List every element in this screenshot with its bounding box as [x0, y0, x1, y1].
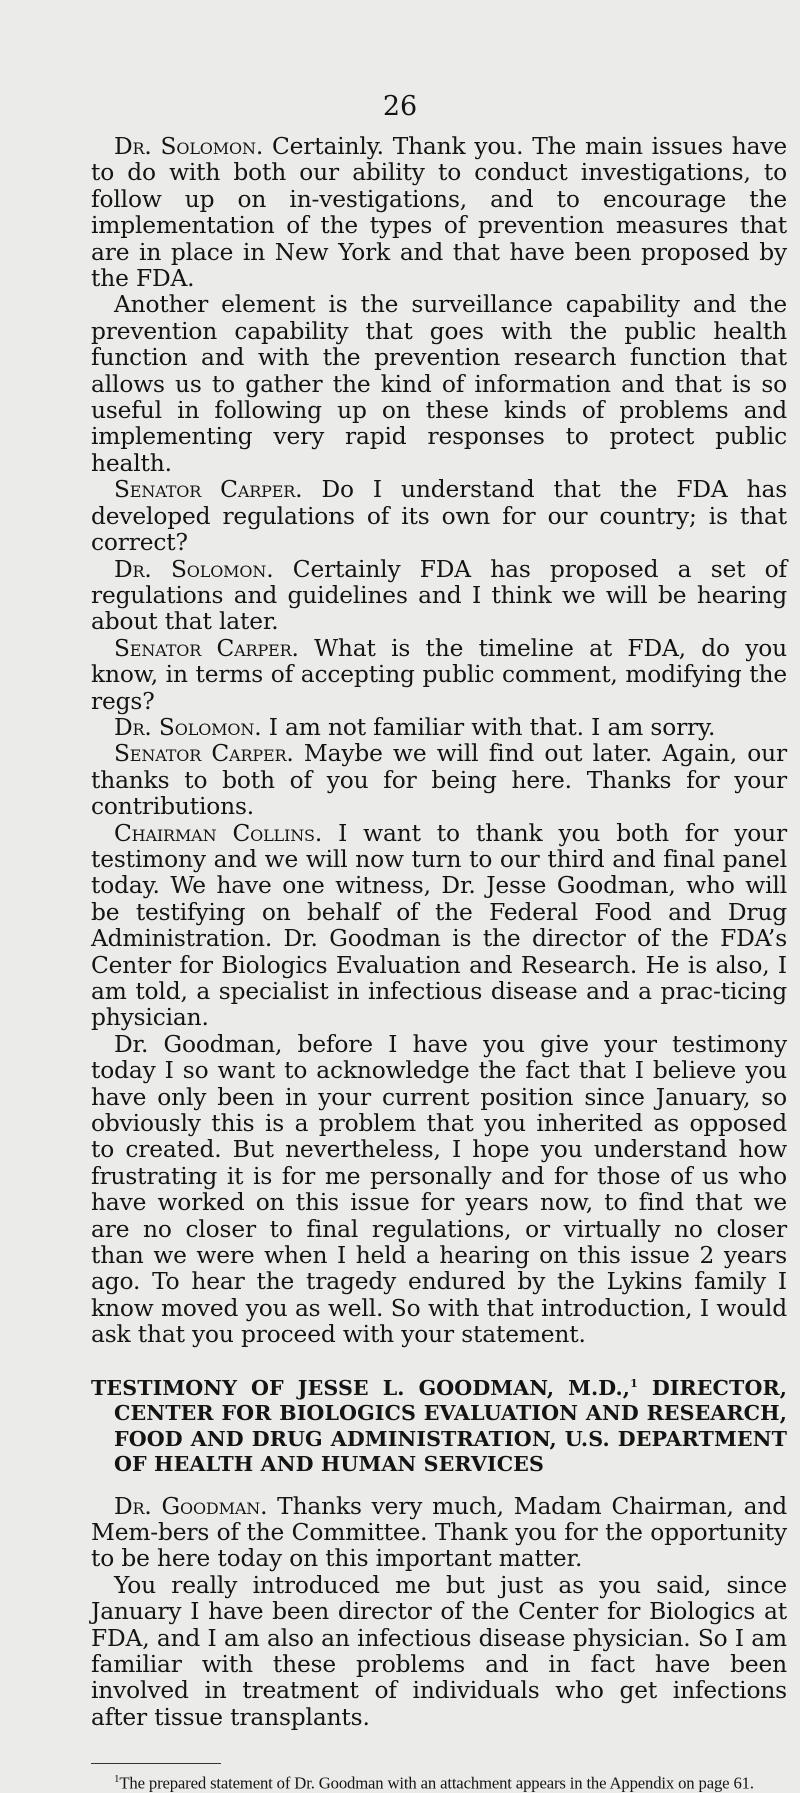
paragraph — [91, 1573, 787, 1731]
paragraph — [91, 477, 787, 556]
speaker-name: Dr. Solomon. — [114, 133, 264, 160]
speaker-name: Dr. Solomon. — [114, 713, 262, 741]
speaker-name: Dr. Goodman. — [114, 1492, 268, 1520]
paragraph — [91, 1032, 787, 1349]
document-body — [91, 134, 787, 1793]
paragraph-text: I want to thank you both for your testimony and we will now turn to our third and final panel today. We have one witness, Dr. Jesse Goodman, who will be testifying on behalf of the Federal Food and Drug Administration. Dr. Goodman is the director of the FDA’s Center for Biologics Evaluation and Research. He is also, I am told, a specialist in infectious disease and a prac-ticing physician. — [91, 819, 788, 1032]
paragraph-text: Certainly. Thank you. The main issues have to do with both our ability to conduct investigations, to follow up on in-vestigations, and to encourage the implementation of the types of prevention measures that are in place in New York and that have been proposed by the FDA. — [91, 133, 787, 293]
heading-text: TESTIMONY OF JESSE L. GOODMAN, M.D., — [91, 1375, 631, 1400]
paragraph-text: I am not familiar with that. I am sorry. — [261, 713, 716, 741]
footnote — [91, 1770, 787, 1793]
footnote-marker: 1 — [630, 1376, 638, 1390]
speaker-name: Chairman Collins. — [114, 819, 323, 847]
footnote-text: The prepared statement of Dr. Goodman with an attachment appears in the Appendix on page 61. — [119, 1773, 754, 1793]
paragraph-text: What is the timeline at FDA, do you know, in terms of accepting public comment, modifying the regs? — [91, 634, 787, 715]
paragraph — [91, 821, 787, 1032]
speaker-name: Dr. Solomon. — [114, 555, 274, 583]
paragraph — [91, 134, 787, 292]
paragraph-text: You really introduced me but just as you said, since January I have been director of the Center for Biologics at FDA, and I am also an infectious disease physician. So I am familiar with these problems and in fact have been involved in treatment of individuals who get infections after tissue transplants. — [91, 1571, 787, 1731]
footnote-number: 1 — [114, 1773, 120, 1786]
speaker-name: Senator Carper. — [114, 634, 299, 662]
paragraph — [91, 1494, 787, 1573]
paragraph — [91, 292, 787, 477]
paragraph — [91, 636, 787, 715]
speaker-name: Senator Carper. — [114, 740, 294, 768]
heading-text: DIRECTOR, CENTER FOR BIOLOGICS EVALUATION AND RESEARCH, FOOD AND DRUG ADMINISTRATION, U.S. DEPARTMENT OF HEALTH AND HUMAN SERVICES — [114, 1375, 787, 1477]
speaker-name: Senator Carper. — [114, 476, 303, 504]
footnote-divider — [91, 1763, 221, 1764]
paragraph-text: Do I understand that the FDA has developed regulations of its own for our country; is that correct? — [91, 476, 787, 557]
paragraph — [91, 715, 787, 741]
paragraph-text: Certainly FDA has proposed a set of regulations and guidelines and I think we will be hearing about that later. — [91, 555, 787, 636]
paragraph-text: Thanks very much, Madam Chairman, and Mem-bers of the Committee. Thank you for the opportunity to be here today on this important matter. — [91, 1492, 787, 1573]
paragraph-text: Another element is the surveillance capability and the prevention capability that goes with the public health function and with the prevention research function that allows us to gather the kind of information and that is so useful in following up on these kinds of problems and implementing very rapid responses to protect public health. — [91, 291, 787, 477]
paragraph-text: Dr. Goodman, before I have you give your testimony today I so want to acknowledge the fact that I believe you have only been in your current position since January, so obviously this is a problem that you inherited as opposed to created. But nevertheless, I hope you understand how frustrating it is for me personally and for those of us who have worked on this issue for years now, to find that we are no closer to final regulations, or virtually no closer than we were when I held a hearing on this issue 2 years ago. To hear the tragedy endured by the Lykins family I know moved you as well. So with that introduction, I would ask that you proceed with your statement. — [91, 1030, 787, 1349]
page-number: 26 — [382, 91, 418, 122]
paragraph — [91, 557, 787, 636]
paragraph-text: Maybe we will find out later. Again, our thanks to both of you for being here. Thanks for your contributions. — [91, 740, 787, 821]
paragraph — [91, 741, 787, 820]
testimony-heading — [91, 1371, 787, 1478]
